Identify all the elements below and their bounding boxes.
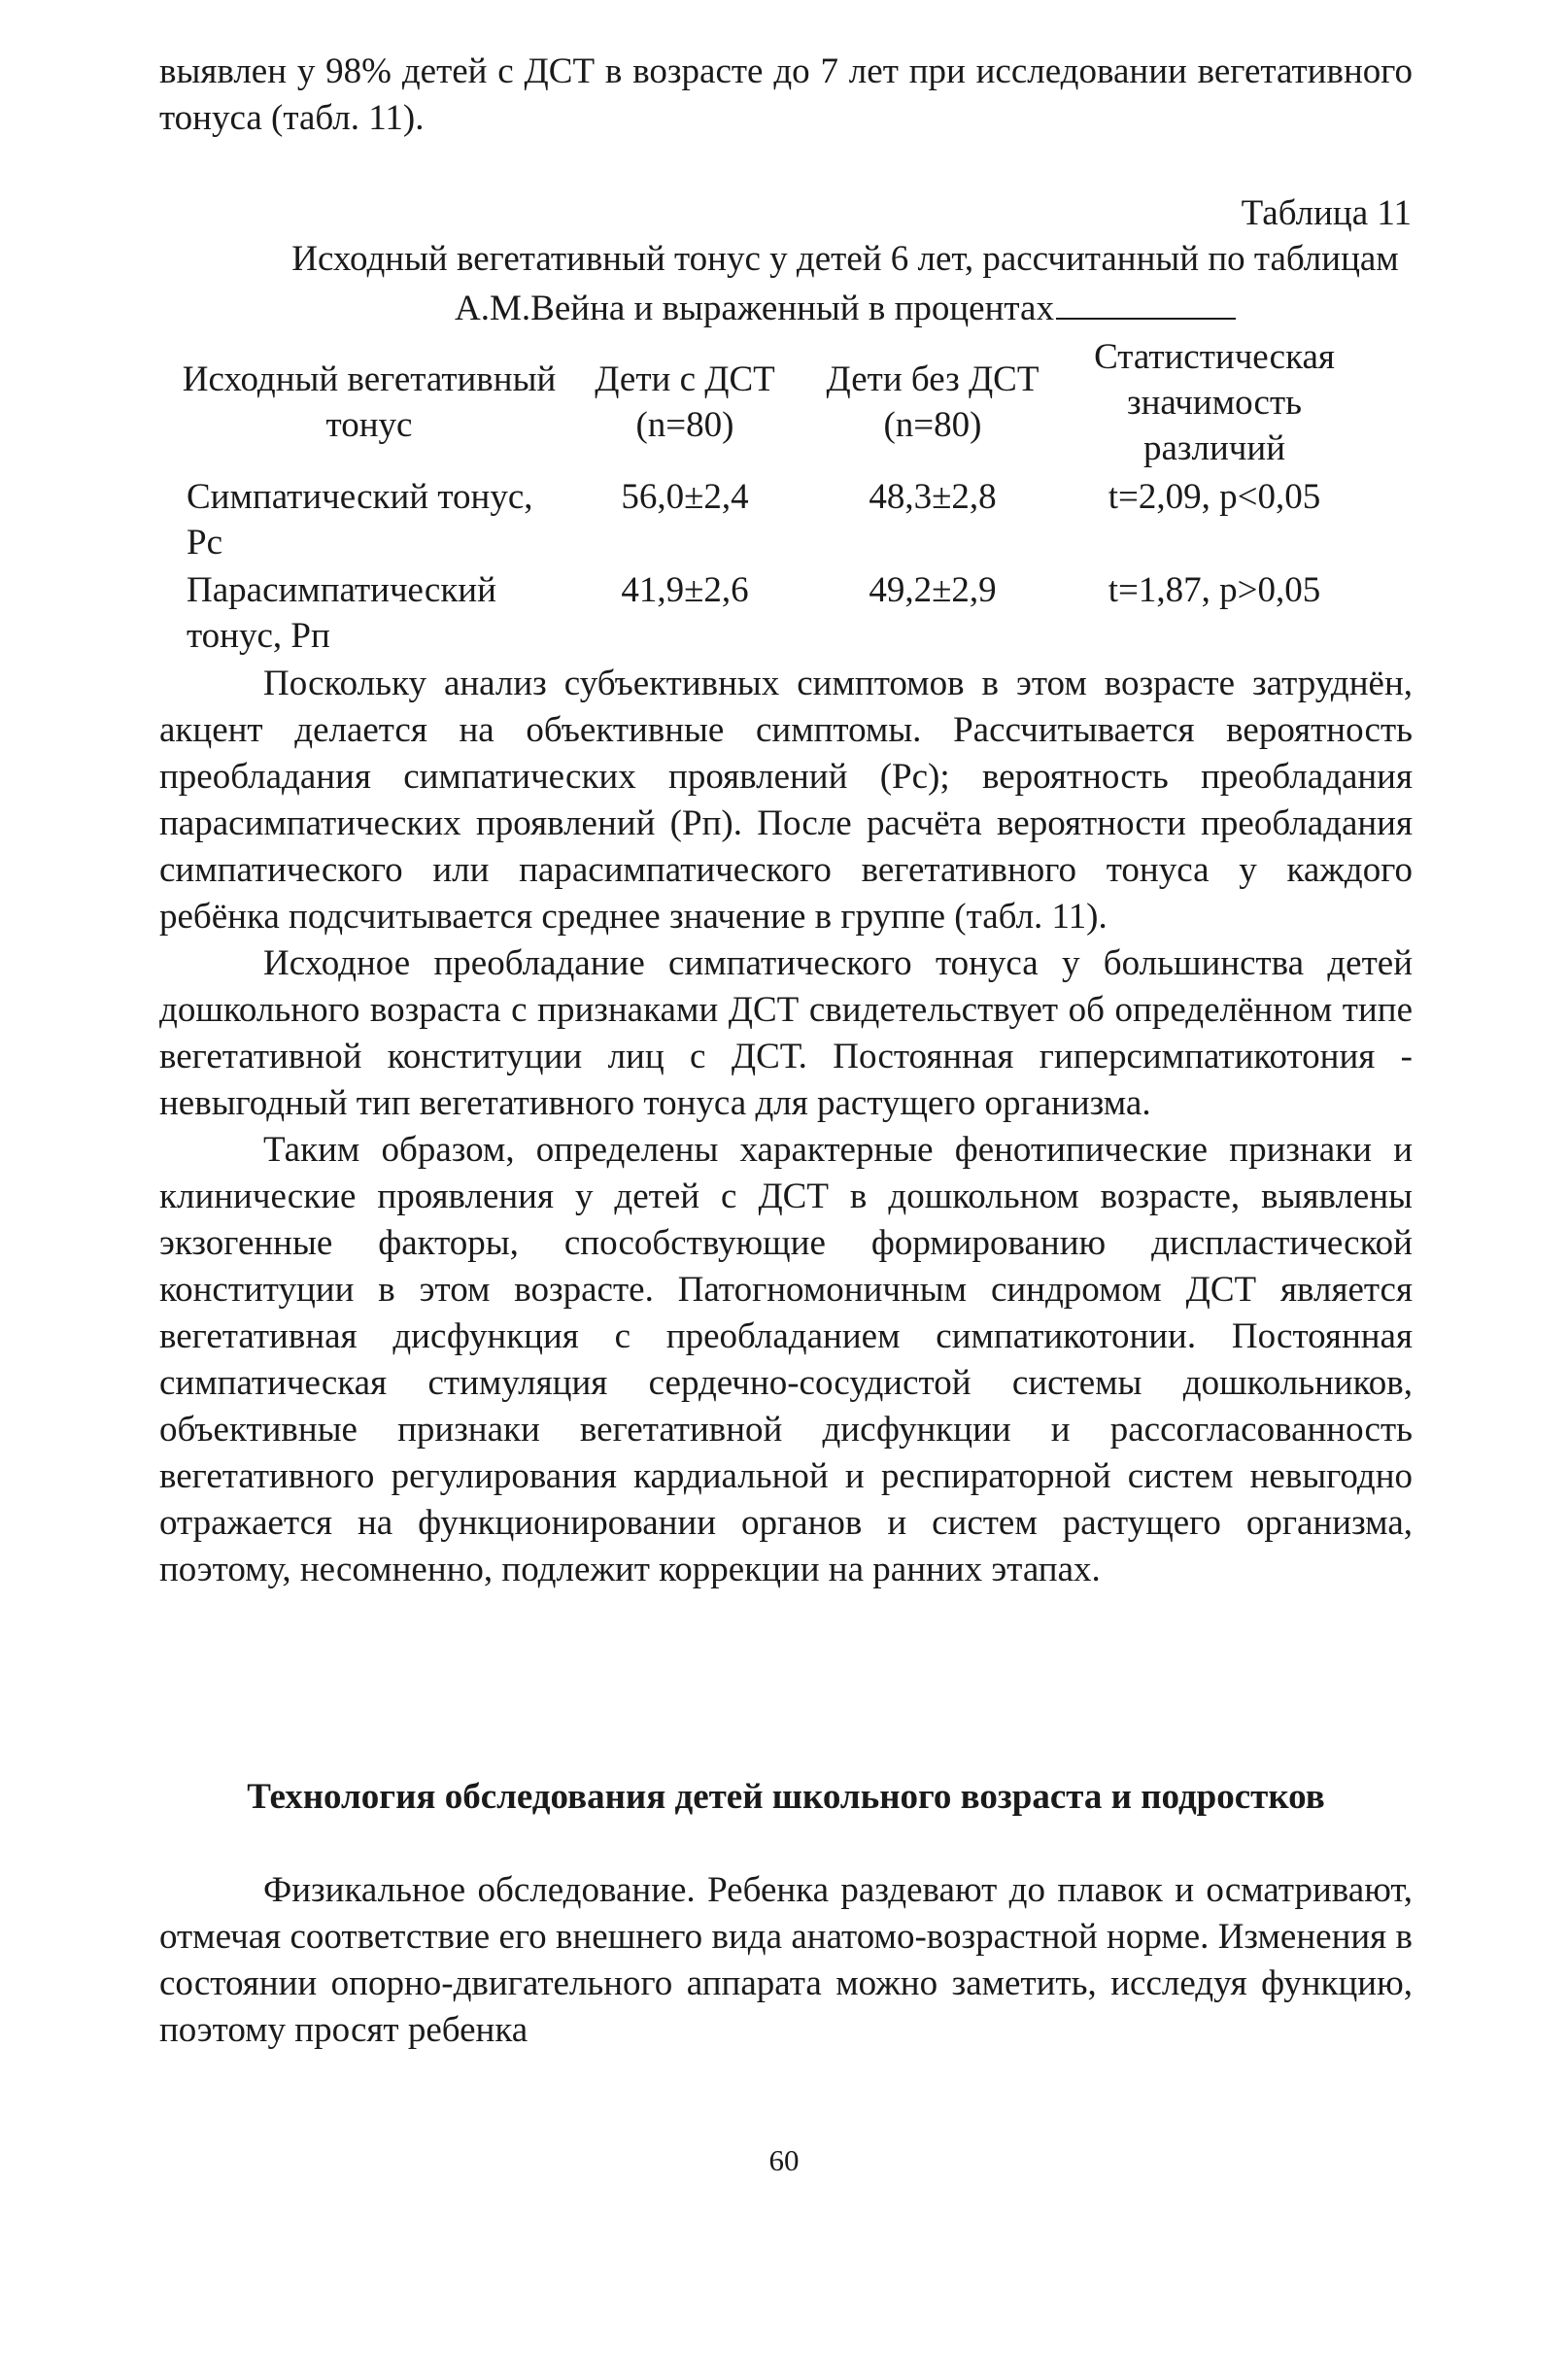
cell-value: 49,2±2,9 <box>869 570 997 610</box>
row-label: Симпатический тонус, Рс <box>187 477 533 563</box>
body-paragraph: Исходное преобладание симпатического тонуса у большинства детей дошкольного возраста с признаками ДСТ свидетельствует об определённом типе вегетативной конституции лиц с ДСТ. Постоянная гиперсимпатикотония - невыгодный тип вегетативного тонуса для растущего организма. <box>159 943 1413 1123</box>
intro-paragraph: выявлен у 98% детей с ДСТ в возрасте до 7 лет при исследовании вегетативного тонуса (табл. 11). <box>159 51 1413 138</box>
body-paragraph: Поскольку анализ субъективных симптомов в этом возрасте затруднён, акцент делается на объективные симптомы. Рассчитывается вероятность преобладания симпатических проявлений (Рс); вероятность преобладания парасимпатических проявлений (Рп). После расчёта вероятности преобладания симпатического или парасимпатического вегетативного тонуса у каждого ребёнка подсчитывается среднее значение в группе (табл. 11). <box>159 664 1413 937</box>
table-number: Таблица 11 <box>1241 193 1412 233</box>
cell-significance: t=2,09, p<0,05 <box>1108 477 1321 517</box>
table-row <box>175 474 1370 567</box>
final-paragraph-block <box>159 1867 1413 2054</box>
header-with-dst: Дети с ДСТ (n=80) <box>595 359 775 445</box>
header-tone: Исходный вегетативный тонус <box>182 359 557 445</box>
cell-value: 41,9±2,6 <box>621 570 749 610</box>
table-row <box>175 567 1370 661</box>
final-paragraph: Физикальное обследование. Ребенка раздевают до плавок и осматривают, отмечая соответствие его внешнего вида анатомо-возрастной норме. Изменения в состоянии опорно-двигательного аппарата можно заметить, исследуя функцию, поэтому просят ребенка <box>159 1870 1413 2050</box>
header-without-dst: Дети без ДСТ (n=80) <box>826 359 1040 445</box>
caption-underline-blank <box>1056 283 1236 320</box>
intro-paragraph-block <box>159 49 1413 142</box>
body-paragraph: Таким образом, определены характерные фенотипические признаки и клинические проявления у детей с ДСТ в дошкольном возрасте, выявлены экзогенные факторы, способствующие формированию диспластической конституции в этом возрасте. Патогномоничным синдромом ДСТ является вегетативная дисфункция с преобладанием симпатикотонии. Постоянная симпатическая стимуляция сердечно-сосудистой системы дошкольников, объективные признаки вегетативной дисфункции и рассогласованность вегетативного регулирования кардиальной и респираторной систем невыгодно отражается на функционировании органов и систем растущего организма, поэтому, несомненно, подлежит коррекции на ранних этапах. <box>159 1130 1413 1589</box>
row-label: Парасимпатический тонус, Рп <box>187 570 496 656</box>
table-caption <box>291 236 1399 332</box>
body-text <box>159 661 1413 1593</box>
cell-value: 48,3±2,8 <box>869 477 997 517</box>
cell-value: 56,0±2,4 <box>621 477 749 517</box>
table-caption-text: Исходный вегетативный тонус у детей 6 лет, рассчитанный по таблицам А.М.Вейна и выраженный в процентах <box>291 239 1399 328</box>
cell-significance: t=1,87, p>0,05 <box>1108 570 1321 610</box>
data-table <box>175 330 1370 661</box>
header-significance: Статистическая значимость различий <box>1094 336 1335 468</box>
section-heading: Технология обследования детей школьного возраста и подростков <box>247 1777 1325 1817</box>
table-header-row <box>175 330 1370 474</box>
page-number: 60 <box>768 2143 800 2177</box>
